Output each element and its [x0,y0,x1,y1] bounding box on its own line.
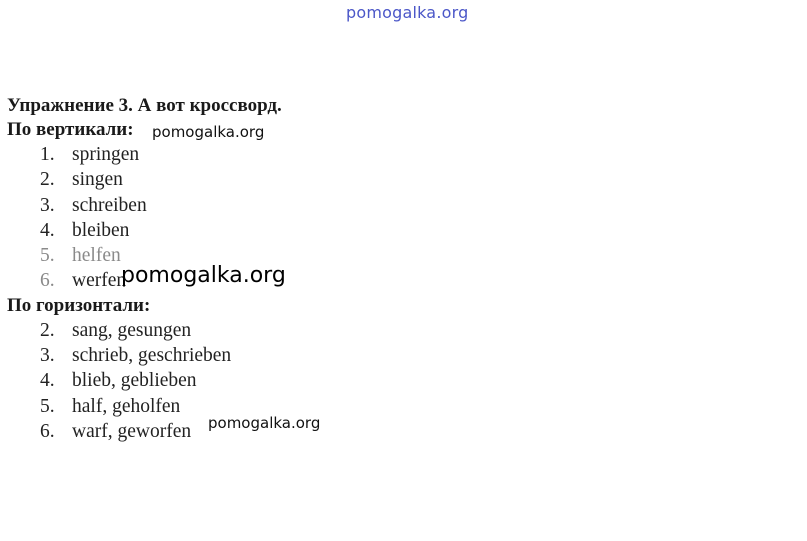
list-item [7,343,427,368]
watermark-bottom: pomogalka.org [208,414,321,432]
item-text: blieb, geblieben [72,370,197,392]
item-number: 3. [40,194,55,216]
list-item [7,368,427,393]
list-item [7,193,427,218]
item-text: sang, gesungen [72,319,192,341]
item-text: werfen [72,270,127,292]
watermark-top: pomogalka.org [346,3,469,22]
watermark-middle: pomogalka.org [121,263,286,288]
item-number: 6. [40,270,55,292]
item-number: 1. [40,144,55,165]
list-item [7,218,427,243]
item-text: warf, geworfen [72,420,192,442]
item-text: bleiben [72,219,130,241]
item-text: half, geholfen [72,395,181,417]
item-number: 6. [40,420,55,442]
item-number: 2. [40,169,55,191]
item-text: schreiben [72,194,147,216]
list-item [7,142,427,167]
item-number: 3. [40,345,55,367]
item-number: 5. [40,395,55,417]
item-text: singen [72,169,123,191]
vertical-heading: По вертикали: [7,119,134,140]
list-item [7,318,427,343]
item-text: springen [72,144,140,165]
item-number: 2. [40,319,55,341]
list-item [7,167,427,192]
item-text: schrieb, geschrieben [72,345,232,367]
item-text: helfen [72,245,121,267]
exercise-title: Упражнение 3. А вот кроссворд. [7,95,282,116]
item-number: 5. [40,245,55,267]
horizontal-heading: По горизонтали: [7,294,151,316]
item-number: 4. [40,219,55,241]
item-number: 4. [40,370,55,392]
watermark-inline: pomogalka.org [152,123,265,141]
